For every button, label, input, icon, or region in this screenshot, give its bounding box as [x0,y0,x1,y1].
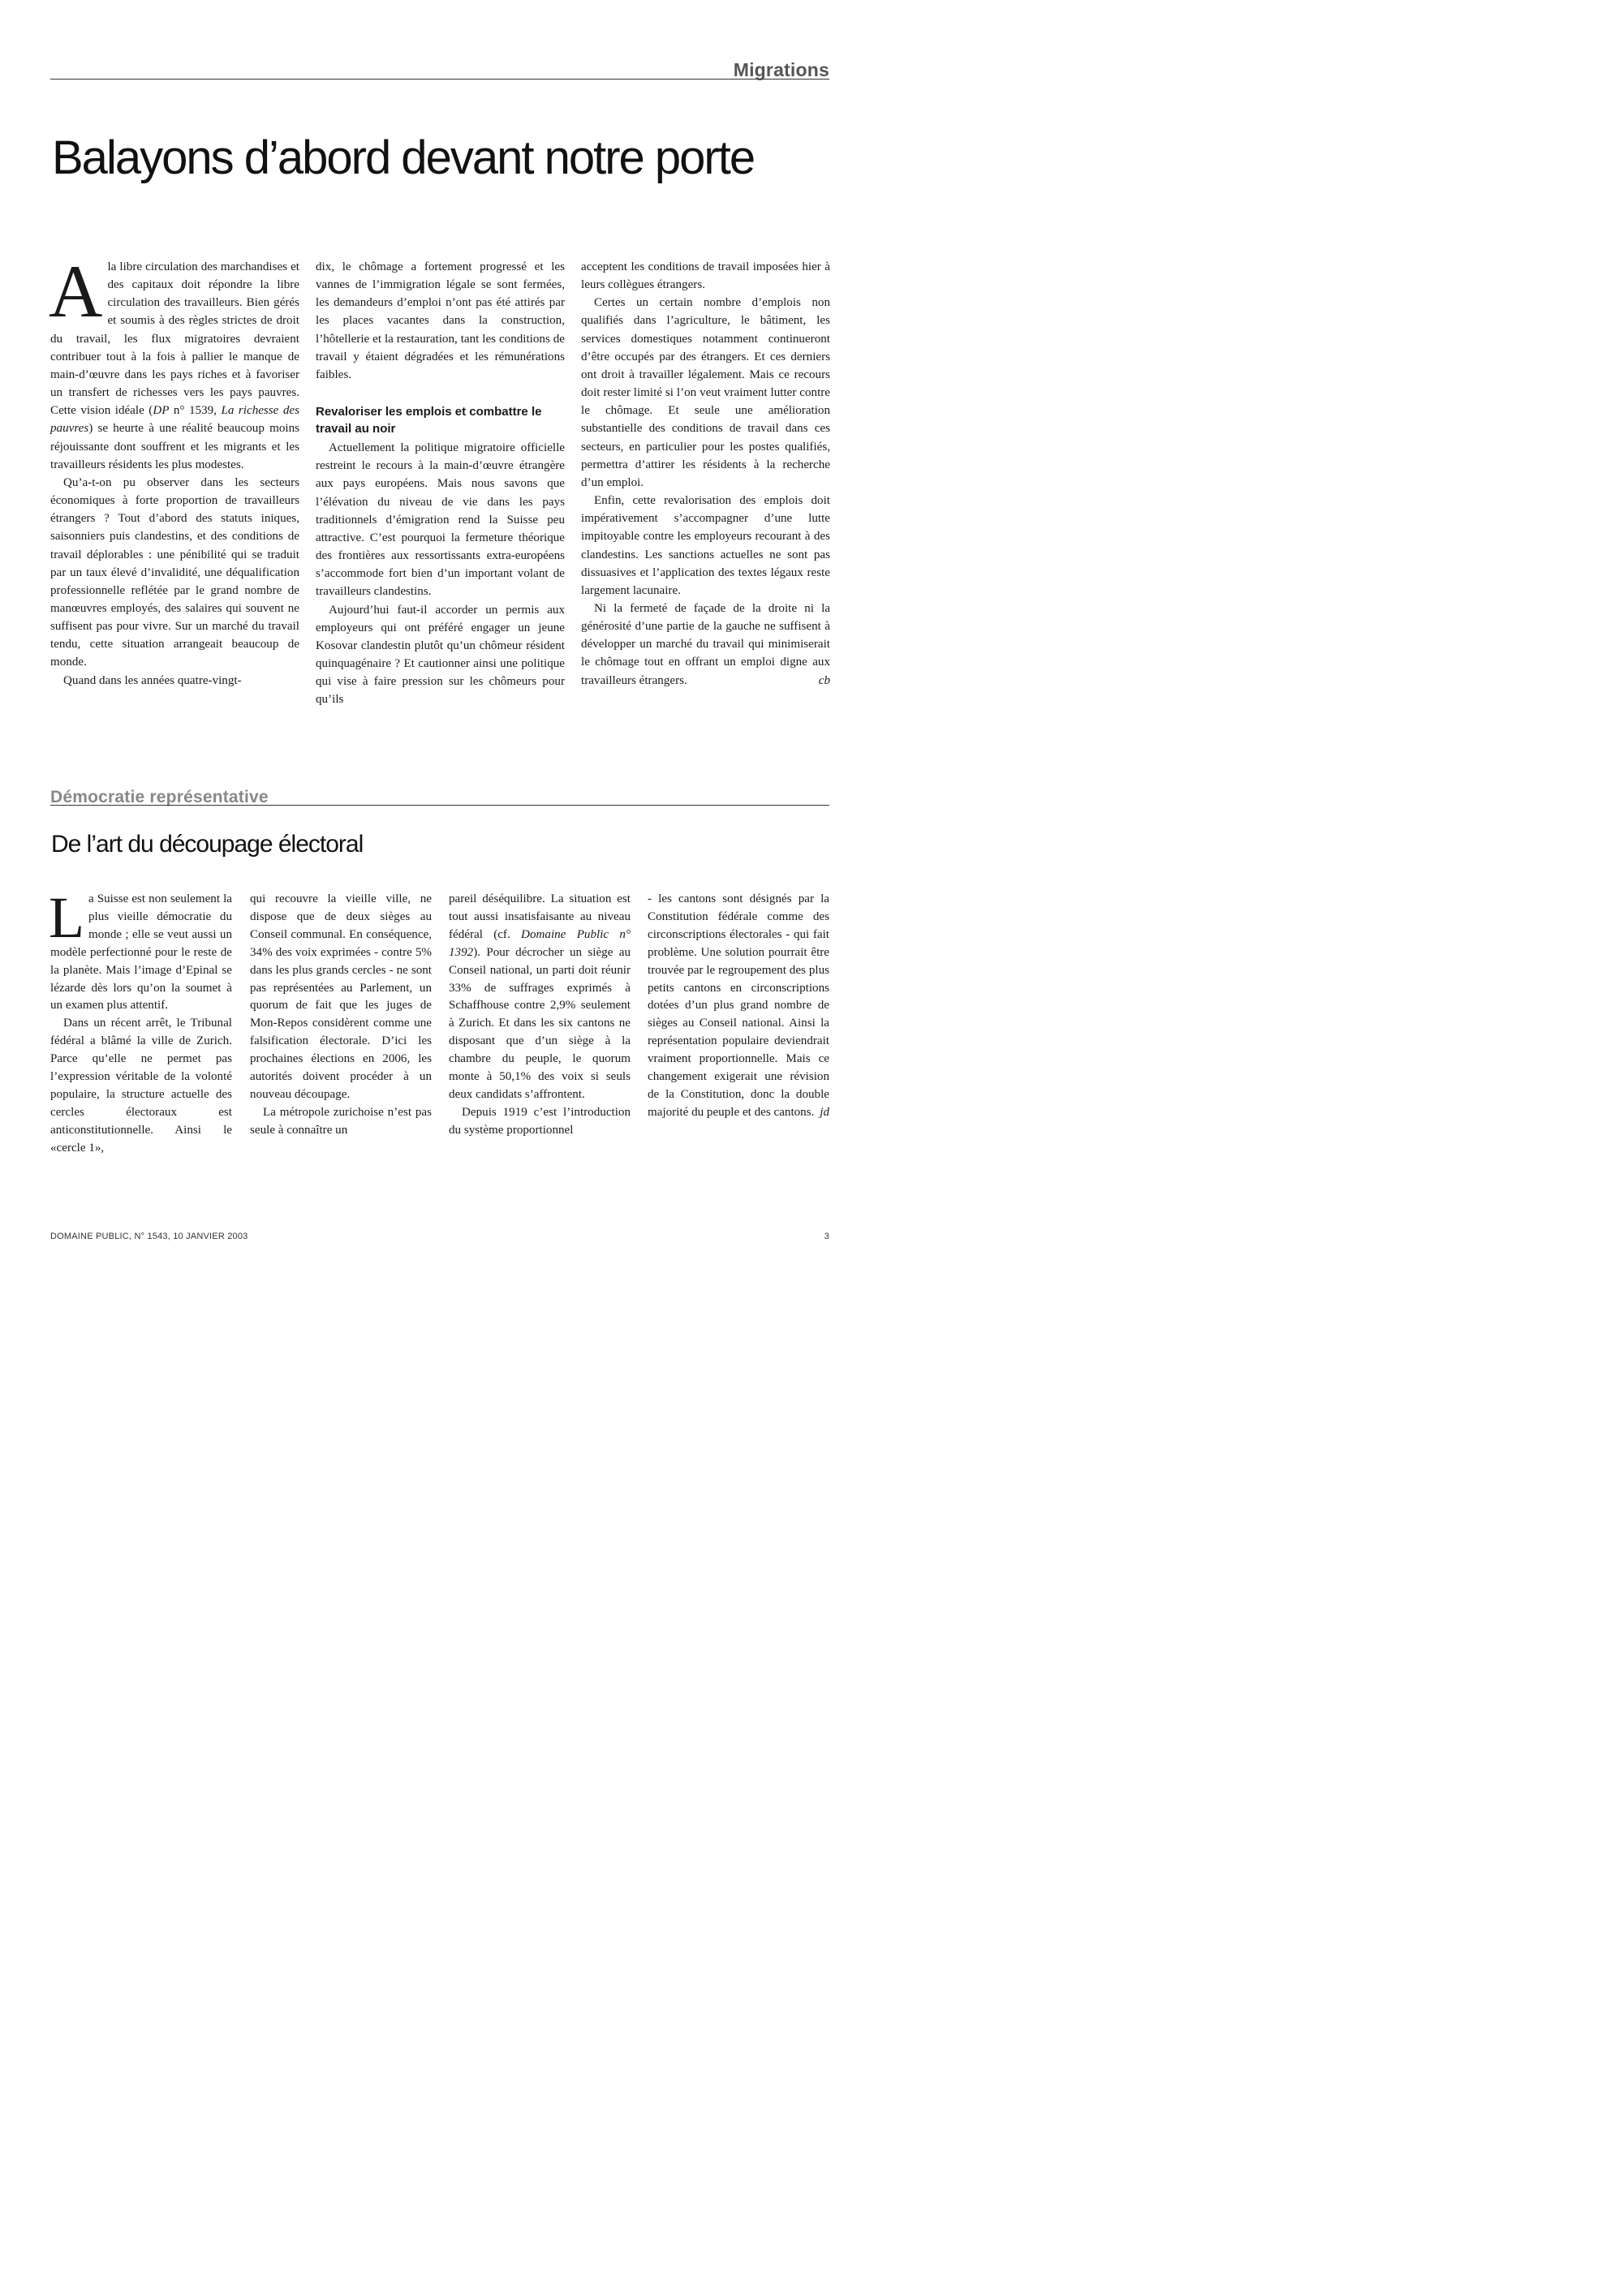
drop-cap: L [49,885,84,950]
text-run: Ni la fermeté de façade de la droite ni la générosité d’une partie de la gauche ne suffisent à développer un marché du travail qui minimiserait le chômage tout en offrant un emploi digne aux travailleurs étrangers. [581,601,830,687]
paragraph: Depuis 1919 c’est l’introduction du système proportionnel [449,1105,631,1137]
section-header: Migrations [733,59,829,80]
paragraph [49,885,232,1015]
paragraph [648,891,829,1122]
section-header: Démocratie représentative [50,788,269,806]
article-title: Balayons d’abord devant notre porte [52,131,755,184]
paragraph: Quand dans les années quatre-vingt- [63,673,242,687]
header-rule [50,79,829,80]
article-column-1 [49,885,232,1158]
paragraph [49,250,299,474]
subheading: Revaloriser les emplois et combattre le travail au noir [316,405,542,436]
paragraph: Actuellement la politique migratoire officielle restreint le recours à la main-d’œuvre étrangère aux pays européens. Mais nous savons que l’élévation du niveau de vie dans les pays traditionnels d’émigration rend la Suisse peu attractive. C’est pourquoi la fermeture théorique des frontières aux ressortissants extra-européens s’accommode fort bien d’un important volant de travailleurs clandestins. [316,441,565,599]
text-run: ) se heurte à une réalité beaucoup moins réjouissante dont souffrent et les migrants et les travailleurs résidents les plus modestes. [50,422,299,471]
footer-publication: DOMAINE PUBLIC, N° 1543, 10 JANVIER 2003 [50,1232,248,1241]
paragraph: Certes un certain nombre d’emplois non qualifiés dans l’agriculture, le bâtiment, les services domestiques notamment continueront d’être occupés par des étrangers. Et ces derniers ont droit à travailler légalement. Mais ce recours doit rester limité si l’on veut vraiment lutter contre le chômage. Et seule une amélioration substantielle des conditions de travail dans ces secteurs, en particulier pour les postes qualifiés, permettra d’attirer les résidents à la recherche d’un emploi. [581,296,830,489]
author-signature: cb [818,673,830,687]
publication-reference: Domaine Public n° 1392 [449,927,631,959]
text-run: ). Pour décrocher un siège au Conseil national, un parti doit réunir 33% de suffrages exprimés à Schaffhouse contre 2,9% seulement à Zurich. Et dans les six cantons ne disposant que d’un siège à la chambre du peuple, le quorum monte à 50,1% des voix si seuls deux candidats s’affrontent. [449,945,631,1101]
paragraph: Dans un récent arrêt, le Tribunal fédéral a blâmé la ville de Zurich. Parce qu’elle ne permet pas l’expression véritable de la volonté populaire, la structure actuelle des cercles électoraux est anticonstitutionnelle. Ainsi le «cercle 1», [50,1017,232,1154]
paragraph: acceptent les conditions de travail imposées hier à leurs collègues étrangers. [581,260,830,292]
text-run: n° 1539, [169,404,222,418]
article-column-3 [581,258,830,690]
paragraph: Qu’a-t-on pu observer dans les secteurs économiques à forte proportion de travailleurs étrangers ? Tout d’abord des statuts iniques, saisonniers puis clandestins, et des conditions de travail déplorables : une pénibilité qui se traduit par un taux élevé d’invalidité, une déqualification professionnelle reflétée par le grand nombre de manœuvres employés, des salaires qui souvent ne suffisent pas pour vivre. Sur un marché du travail tendu, cette situation arrangeait beaucoup de monde. [50,475,299,669]
article-column-3 [449,891,631,1140]
text-run: - les cantons sont désignés par la Constitution fédérale comme des circonscriptions électorales - qui fait problème. Une solution pourrait être trouvée par le regroupement des plus petits cantons en circonscriptions dotées d’un plus grand nombre de sièges au Conseil national. Ainsi la représentation populaire deviendrait vraiment proportionnelle. Mais ce changement exigerait une révision de la Constitution, donc la double majorité du peuple et des cantons. [648,892,829,1119]
article-column-1 [49,250,299,690]
text-run: pareil déséquilibre. La situation est tout aussi insatisfaisante au niveau fédéral (cf. [449,892,631,941]
paragraph [581,600,830,690]
paragraph: La métropole zurichoise n’est pas seule à connaître un [250,1105,432,1137]
paragraph: qui recouvre la vieille ville, ne dispose que de deux sièges au Conseil communal. En conséquence, 34% des voix exprimées - contre 5% dans les plus grands cercles - ne sont pas représentées au Parlement, un quorum de fait que les juges de Mon-Repos considèrent comme une falsification électorale. D’ici les prochaines élections en 2006, les autorités doivent procéder à un nouveau découpage. [250,892,432,1101]
paragraph: Aujourd’hui faut-il accorder un permis aux employeurs qui ont préféré engager un jeune Kosovar clandestin plutôt qu’un chômeur résident quinquagénaire ? Et cautionner ainsi une politique qui vise à faire pression sur les chômeurs pour qu’ils [316,603,565,707]
paragraph: Enfin, cette revalorisation des emplois doit impérativement s’accompagner d’une lutte impitoyable contre les employeurs recourant à des clandestins. Les sanctions actuelles ne sont pas dissuasives et l’application des textes légaux reste largement lacunaire. [581,494,830,597]
publication-reference: DP [153,404,170,418]
paragraph: dix, le chômage a fortement progressé et les vannes de l’immigration légale se sont fermées, les demandeurs d’emploi n’ont pas été attirés par les places vacantes dans la construction, l’hôtellerie et la restauration, tant les conditions de travail y étaient dégradées et les rémunérations faibles. [316,260,565,381]
article-column-2 [316,258,565,708]
article-reference: La richesse des pauvres [50,404,299,436]
article-title: De l’art du découpage électoral [51,831,364,858]
drop-cap: A [49,250,103,333]
text-run: la libre circulation des marchandises et des capitaux doit répondre la libre circulation des travailleurs. Bien gérés et soumis à des règles strictes de droit du travail, les flux migratoires devraient contribuer tout à la fois à pallier le manque de main-d’œuvre dans les pays riches et à favoriser un transfert de richesses vers les pays pauvres. Cette vision idéale ( [50,260,299,418]
page-number: 3 [824,1232,829,1241]
article-column-2 [250,891,432,1140]
section-rule [50,805,829,806]
author-signature: jd [820,1105,829,1119]
text-run: a Suisse est non seulement la plus vieille démocratie du monde ; elle se veut aussi un modèle perfectionné pour le reste de la planète. Mais l’image d’Epinal se lézarde dès lors qu’on la soumet à un examen plus attentif. [50,892,232,1013]
article-column-4 [648,891,829,1122]
paragraph [449,891,631,1104]
